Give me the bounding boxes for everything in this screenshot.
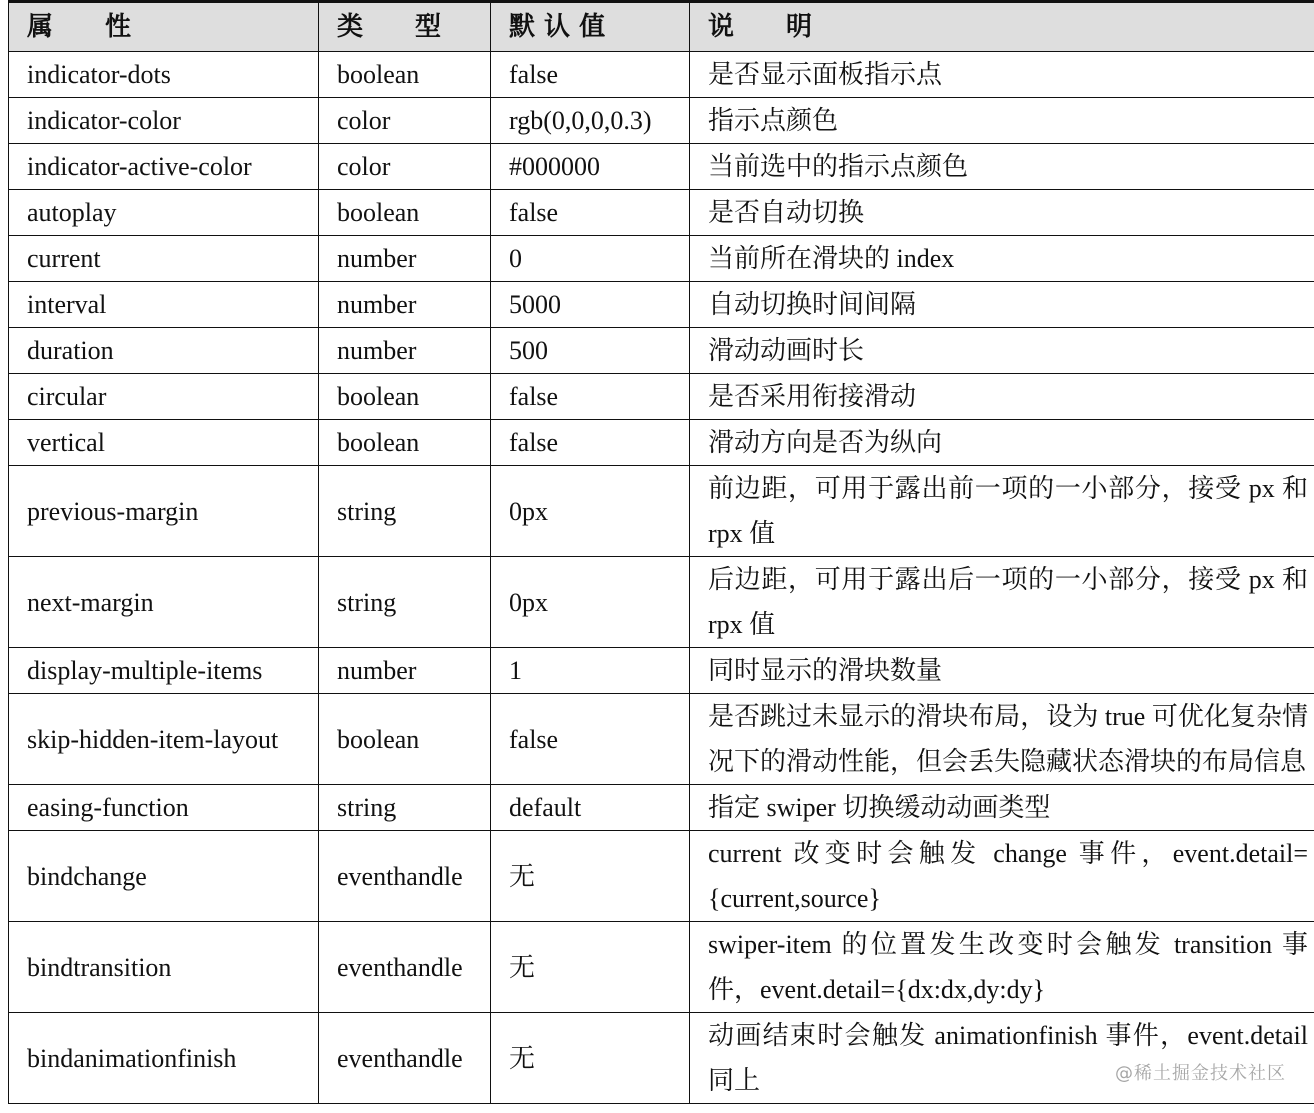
cell-attribute: skip-hidden-item-layout: [9, 694, 319, 785]
table-body: [9, 52, 1314, 1104]
cell-description: swiper-item 的位置发生改变时会触发 transition 事件，event.detail={dx:dx,dy:dy}: [690, 922, 1314, 1013]
table-row: [9, 52, 1314, 98]
cell-type: string: [319, 785, 491, 831]
cell-type: eventhandle: [319, 1013, 491, 1104]
cell-description: 是否自动切换: [690, 190, 1314, 236]
cell-attribute: easing-function: [9, 785, 319, 831]
cell-description: 是否跳过未显示的滑块布局，设为 true 可优化复杂情况下的滑动性能，但会丢失隐藏状态滑块的布局信息: [690, 694, 1314, 785]
cell-description: 前边距，可用于露出前一项的一小部分，接受 px 和 rpx 值: [690, 466, 1314, 557]
cell-default: default: [491, 785, 690, 831]
cell-type: number: [319, 328, 491, 374]
header-row: [9, 2, 1314, 52]
table-row: [9, 831, 1314, 922]
table-row: [9, 144, 1314, 190]
cell-attribute: bindtransition: [9, 922, 319, 1013]
cell-description: 当前所在滑块的 index: [690, 236, 1314, 282]
cell-attribute: display-multiple-items: [9, 648, 319, 694]
cell-description: current 改变时会触发 change 事件，event.detail={current,source}: [690, 831, 1314, 922]
cell-type: boolean: [319, 420, 491, 466]
cell-description: 同时显示的滑块数量: [690, 648, 1314, 694]
cell-description: 是否采用衔接滑动: [690, 374, 1314, 420]
cell-description: 自动切换时间间隔: [690, 282, 1314, 328]
cell-description: 是否显示面板指示点: [690, 52, 1314, 98]
table-row: [9, 328, 1314, 374]
cell-attribute: current: [9, 236, 319, 282]
cell-type: boolean: [319, 52, 491, 98]
cell-default: rgb(0,0,0,0.3): [491, 98, 690, 144]
cell-description: 指示点颜色: [690, 98, 1314, 144]
header-default: 默 认 值: [491, 2, 690, 52]
header-type: 类 型: [319, 2, 491, 52]
cell-type: string: [319, 557, 491, 648]
cell-attribute: circular: [9, 374, 319, 420]
document-page: [8, 0, 1314, 1113]
cell-default: 无: [491, 831, 690, 922]
cell-type: boolean: [319, 190, 491, 236]
table-row: [9, 282, 1314, 328]
table-header: [9, 2, 1314, 52]
cell-type: boolean: [319, 374, 491, 420]
cell-type: eventhandle: [319, 922, 491, 1013]
cell-type: boolean: [319, 694, 491, 785]
table-row: [9, 1013, 1314, 1104]
cell-attribute: autoplay: [9, 190, 319, 236]
cell-description: 动画结束时会触发 animationfinish 事件，event.detail 同上: [690, 1013, 1314, 1104]
cell-default: false: [491, 52, 690, 98]
cell-type: number: [319, 236, 491, 282]
cell-default: 0px: [491, 557, 690, 648]
cell-type: number: [319, 282, 491, 328]
table-row: [9, 420, 1314, 466]
table-row: [9, 466, 1314, 557]
cell-attribute: interval: [9, 282, 319, 328]
cell-description: 当前选中的指示点颜色: [690, 144, 1314, 190]
swiper-properties-table: [8, 0, 1314, 1104]
table-row: [9, 557, 1314, 648]
table-row: [9, 374, 1314, 420]
cell-attribute: indicator-color: [9, 98, 319, 144]
cell-attribute: indicator-dots: [9, 52, 319, 98]
watermark: @稀土掘金技术社区: [1115, 1063, 1286, 1084]
cell-type: color: [319, 98, 491, 144]
cell-default: 0px: [491, 466, 690, 557]
cell-attribute: vertical: [9, 420, 319, 466]
cell-default: false: [491, 374, 690, 420]
cell-type: eventhandle: [319, 831, 491, 922]
table-row: [9, 922, 1314, 1013]
cell-default: false: [491, 694, 690, 785]
cell-default: 0: [491, 236, 690, 282]
cell-default: 5000: [491, 282, 690, 328]
table-row: [9, 785, 1314, 831]
cell-default: 500: [491, 328, 690, 374]
table-row: [9, 190, 1314, 236]
cell-attribute: bindchange: [9, 831, 319, 922]
cell-type: number: [319, 648, 491, 694]
cell-description: 滑动方向是否为纵向: [690, 420, 1314, 466]
cell-default: #000000: [491, 144, 690, 190]
cell-description: 后边距，可用于露出后一项的一小部分，接受 px 和 rpx 值: [690, 557, 1314, 648]
cell-type: color: [319, 144, 491, 190]
cell-attribute: next-margin: [9, 557, 319, 648]
cell-description: 滑动动画时长: [690, 328, 1314, 374]
cell-default: 无: [491, 922, 690, 1013]
cell-description: 指定 swiper 切换缓动动画类型: [690, 785, 1314, 831]
table-row: [9, 648, 1314, 694]
cell-type: string: [319, 466, 491, 557]
header-attribute: 属 性: [9, 2, 319, 52]
cell-attribute: bindanimationfinish: [9, 1013, 319, 1104]
table-row: [9, 236, 1314, 282]
cell-attribute: indicator-active-color: [9, 144, 319, 190]
cell-default: 无: [491, 1013, 690, 1104]
cell-default: false: [491, 420, 690, 466]
header-description: 说 明: [690, 2, 1314, 52]
table-row: [9, 694, 1314, 785]
cell-attribute: previous-margin: [9, 466, 319, 557]
cell-default: 1: [491, 648, 690, 694]
cell-default: false: [491, 190, 690, 236]
cell-attribute: duration: [9, 328, 319, 374]
table-row: [9, 98, 1314, 144]
